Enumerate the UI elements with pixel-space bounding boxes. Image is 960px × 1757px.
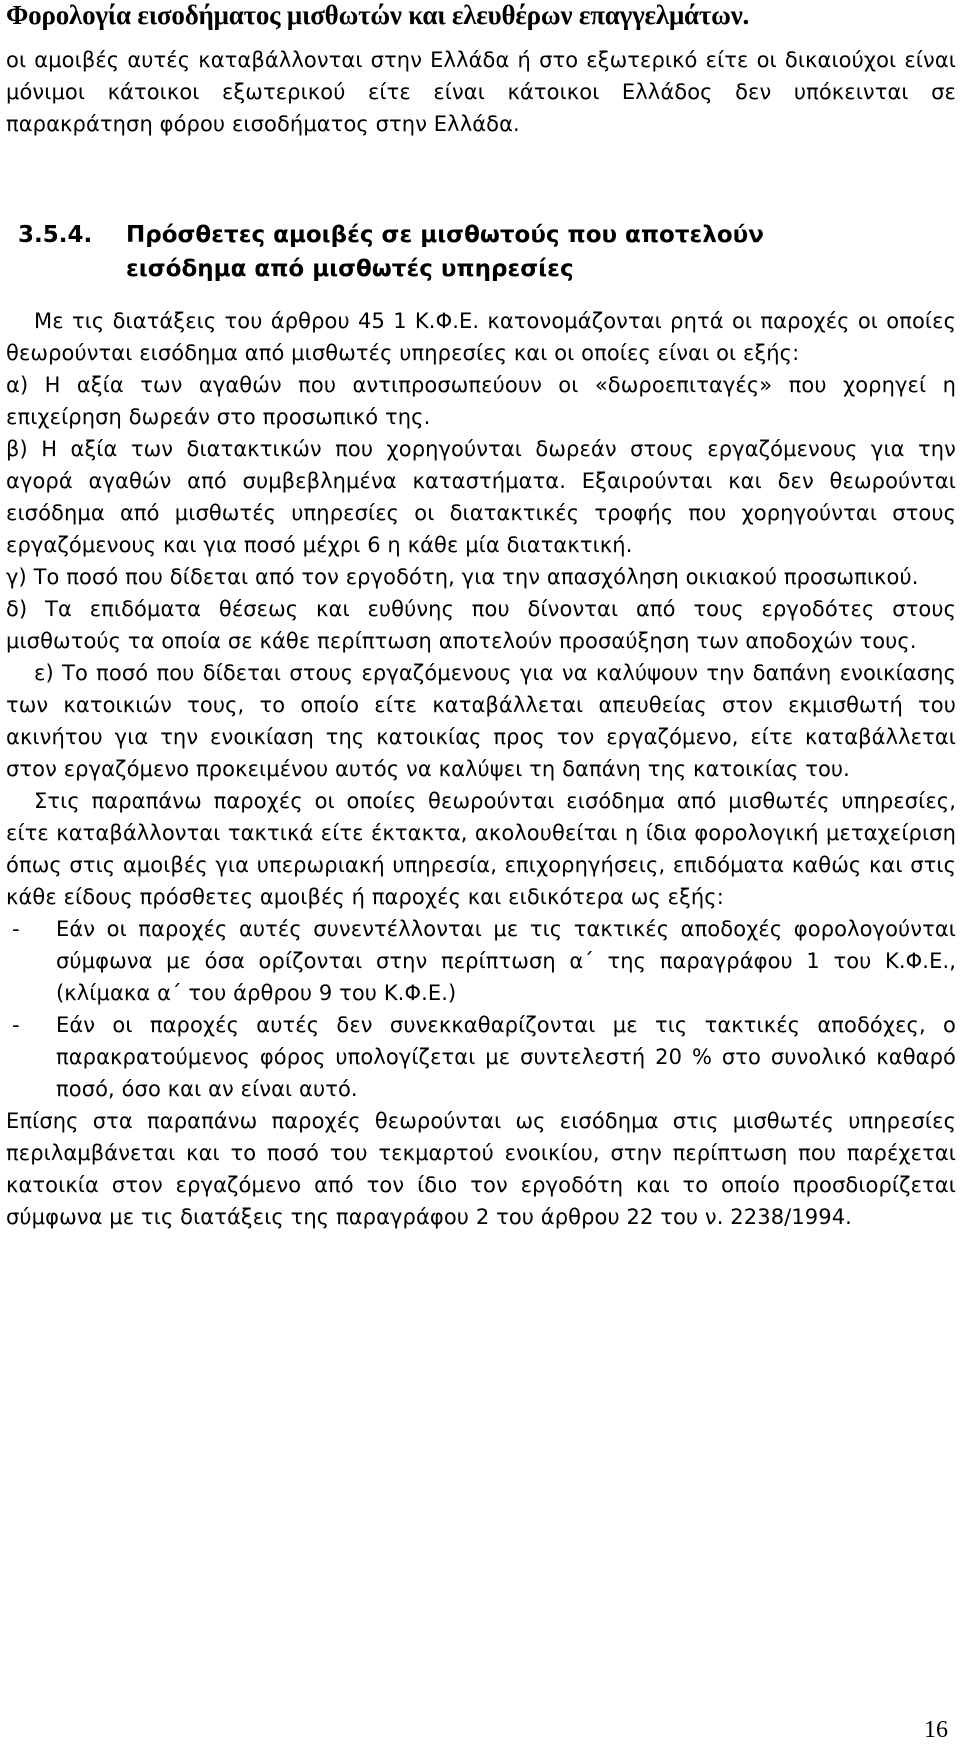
- list-item-a: α) Η αξία των αγαθών που αντιπροσωπεύουν οι «δωροεπιταγές» που χορηγεί η επιχείρηση δωρεάν στο προσωπικό της.: [6, 373, 956, 429]
- section-number: 3.5.4.: [18, 222, 93, 248]
- intro-section: [6, 44, 956, 140]
- paragraph-tax-treatment: Στις παραπάνω παροχές οι οποίες θεωρούνται εισόδημα από μισθωτές υπηρεσίες, είτε καταβάλλονται τακτικά είτε έκτακτα, ακολουθείται η ίδια φορολογική μεταχείριση όπως στις αμοιβές για υπερωριακή υπηρεσία, επιχορηγήσεις, επιδόματα καθώς και στις κάθε είδους πρόσθετες αμοιβές ή παροχές και ειδικότερα ως εξής:: [6, 789, 956, 909]
- document-header-title: Φορολογία εισοδήματος μισθωτών και ελευθέρων επαγγελμάτων.: [6, 0, 750, 30]
- list-item-d: δ) Τα επιδόματα θέσεως και ευθύνης που δίνονται από τους εργοδότες στους μισθωτούς τα οποία σε κάθε περίπτωση αποτελούν προσαύξηση των αποδοχών τους.: [6, 597, 956, 653]
- bullet-dash: -: [12, 1013, 20, 1037]
- section-title-line1: Πρόσθετες αμοιβές σε μισθωτούς που αποτελούν: [126, 222, 764, 248]
- bullet-text: Εάν οι παροχές αυτές συνεντέλλονται με τις τακτικές αποδοχές φορολογούνται σύμφωνα με όσα ορίζονται στην περίπτωση α΄ της παραγράφου 1 του Κ.Φ.Ε., (κλίμακα α΄ του άρθρου 9 του Κ.Φ.Ε.): [56, 917, 956, 1005]
- bullet-dash: -: [12, 917, 20, 941]
- list-item-b: β) Η αξία των διατακτικών που χορηγούνται δωρεάν στους εργαζόμενους για την αγορά αγαθών από συμβεβλημένα καταστήματα. Εξαιρούνται και δεν θεωρούνται εισόδημα από μισθωτές υπηρεσίες οι διατακτικές τροφής που χορηγούνται στους εργαζόμενους και για ποσό μέχρι 6 η κάθε μία διατακτική.: [6, 437, 956, 557]
- paragraph-intro-list: Με τις διατάξεις του άρθρου 45 1 Κ.Φ.Ε. κατονομάζονται ρητά οι παροχές οι οποίες θεωρούνται εισόδημα από μισθωτές υπηρεσίες και οι οποίες είναι οι εξής:: [6, 309, 956, 365]
- list-item-e: ε) Το ποσό που δίδεται στους εργαζόμενους για να καλύψουν την δαπάνη ενοικίασης των κατοικιών τους, το οποίο είτε καταβάλλεται απευθείας στον εκμισθωτή του ακινήτου για την ενοικίαση της κατοικίας προς τον εργαζόμενο, είτε καταβάλλεται στον εργαζόμενο προκειμένου αυτός να καλύψει τη δαπάνη της κατοικίας του.: [6, 661, 956, 781]
- section-heading: [18, 218, 764, 286]
- paragraph-imputed-rent: Επίσης στα παραπάνω παροχές θεωρούνται ως εισόδημα στις μισθωτές υπηρεσίες περιλαμβάνεται και το ποσό του τεκμαρτού ενοικίου, στην περίπτωση που παρέχεται κατοικία στον εργαζόμενο από τον ίδιο τον εργοδότη και το οποίο προσδιορίζεται σύμφωνα με τις διατάξεις της παραγράφου 2 του άρθρου 22 του ν. 2238/1994.: [6, 1109, 956, 1229]
- section-title-line2: εισόδημα από μισθωτές υπηρεσίες: [126, 256, 574, 282]
- page-number: 16: [924, 1717, 948, 1743]
- bullet-text: Εάν οι παροχές αυτές δεν συνεκκαθαρίζονται με τις τακτικές αποδόχες, ο παρακρατούμενος φόρος υπολογίζεται με συντελεστή 20 % στο συνολικό καθαρό ποσό, όσο και αν είναι αυτό.: [56, 1013, 956, 1101]
- main-text: [6, 305, 956, 1233]
- bullet-item: [6, 913, 956, 1009]
- list-item-c: γ) Το ποσό που δίδεται από τον εργοδότη, για την απασχόληση οικιακού προσωπικού.: [6, 565, 919, 589]
- bullet-item: [6, 1009, 956, 1105]
- intro-paragraph: οι αμοιβές αυτές καταβάλλονται στην Ελλάδα ή στο εξωτερικό είτε οι δικαιούχοι είναι μόνιμοι κάτοικοι εξωτερικού είτε είναι κάτοικοι Ελλάδος δεν υπόκεινται σε παρακράτηση φόρου εισοδήματος στην Ελλάδα.: [6, 48, 956, 136]
